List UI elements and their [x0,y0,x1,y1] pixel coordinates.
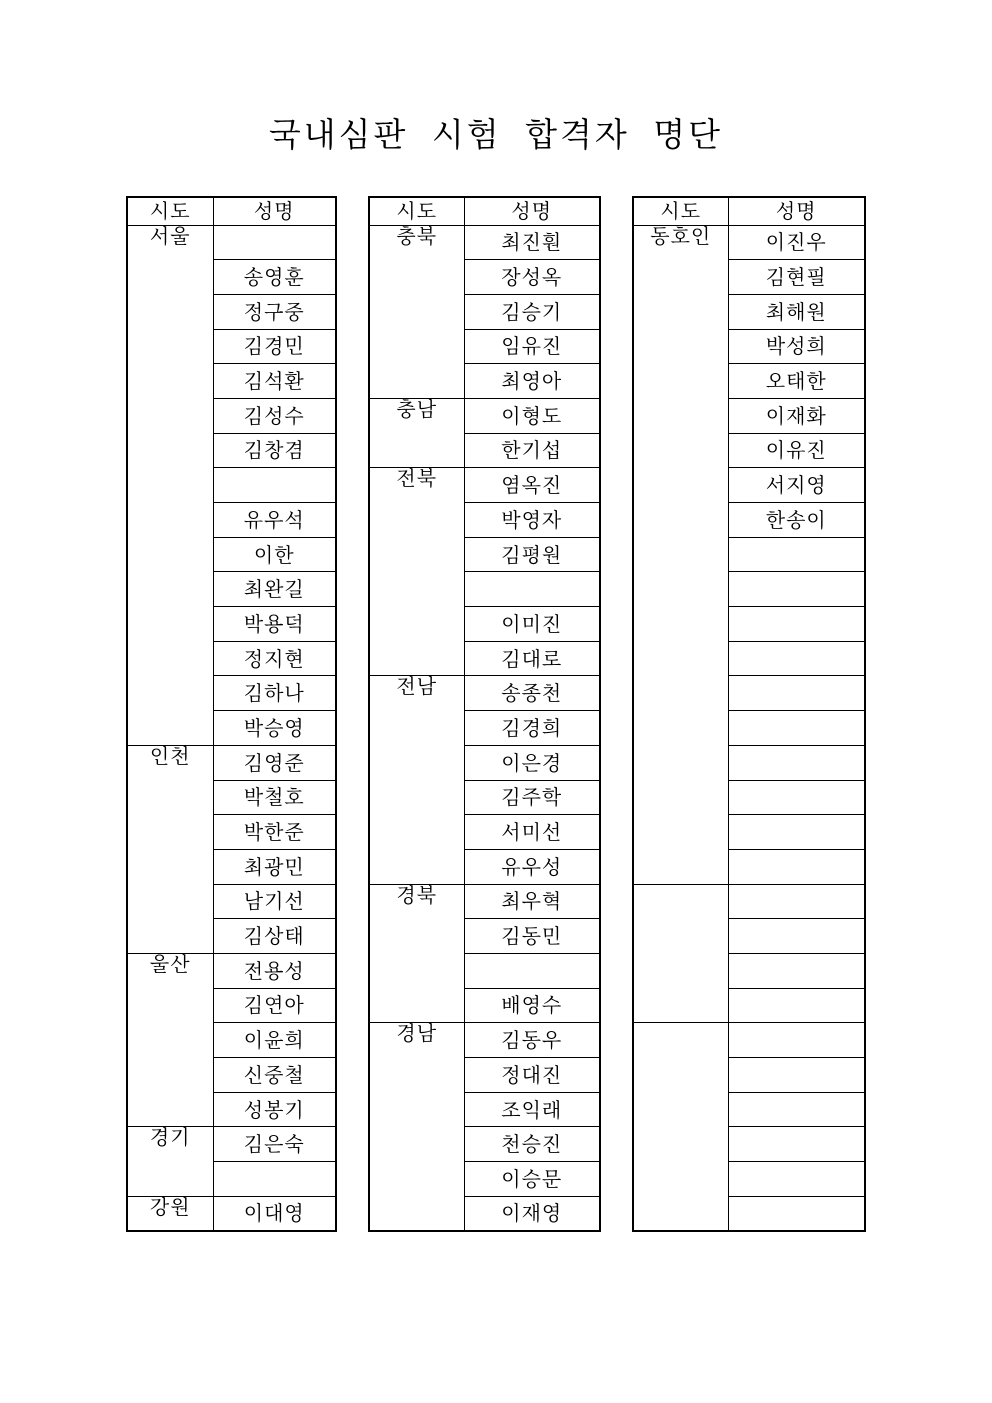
name-cell [728,572,865,607]
name-cell: 이유진 [728,433,865,468]
name-cell [728,676,865,711]
name-cell [728,1058,865,1093]
name-cell: 배영수 [464,988,600,1023]
name-cell: 최광민 [213,849,336,884]
header-name: 성명 [464,197,600,225]
name-cell: 최영아 [464,364,600,399]
region-cell: 경남 [369,1023,464,1231]
name-cell [728,1162,865,1197]
name-cell: 김평원 [464,537,600,572]
name-cell: 최진훤 [464,225,600,260]
name-cell: 유우석 [213,503,336,538]
name-cell: 임유진 [464,329,600,364]
name-cell [728,1127,865,1162]
region-cell: 전북 [369,468,464,676]
name-cell: 김현필 [728,260,865,295]
name-cell: 이재영 [464,1196,600,1231]
region-cell: 전남 [369,676,464,884]
table-row [633,884,865,919]
name-cell: 김석환 [213,364,336,399]
name-cell [728,1092,865,1127]
region-cell: 인천 [127,745,213,953]
name-cell: 한기섭 [464,433,600,468]
name-cell: 이은경 [464,745,600,780]
name-cell [213,1162,336,1197]
name-cell: 박성희 [728,329,865,364]
table-row [369,398,600,433]
region-cell: 강원 [127,1196,213,1231]
header-region: 시도 [369,197,464,225]
name-cell: 장성옥 [464,260,600,295]
name-cell [728,1023,865,1058]
name-cell [728,711,865,746]
name-cell [728,1196,865,1231]
name-cell: 이대영 [213,1196,336,1231]
roster-table-3 [632,196,866,1232]
name-cell: 이미진 [464,607,600,642]
name-cell [728,953,865,988]
name-cell: 정구중 [213,294,336,329]
name-cell: 김연아 [213,988,336,1023]
name-cell: 김상태 [213,919,336,954]
name-cell: 남기선 [213,884,336,919]
table-row [633,225,865,260]
region-cell: 충남 [369,398,464,467]
name-cell: 이승문 [464,1162,600,1197]
name-cell [728,815,865,850]
table-row [369,468,600,503]
header-name: 성명 [728,197,865,225]
region-cell: 경기 [127,1127,213,1196]
name-cell: 최우혁 [464,884,600,919]
name-cell: 김승기 [464,294,600,329]
name-cell: 김동우 [464,1023,600,1058]
name-cell [728,780,865,815]
name-cell: 박승영 [213,711,336,746]
name-cell [728,641,865,676]
name-cell: 오태한 [728,364,865,399]
name-cell: 김영준 [213,745,336,780]
name-cell [728,919,865,954]
name-cell [728,537,865,572]
name-cell [464,572,600,607]
name-cell: 김하나 [213,676,336,711]
header-name: 성명 [213,197,336,225]
name-cell: 박한준 [213,815,336,850]
region-cell [633,884,728,1023]
table-row [369,225,600,260]
table-row [127,225,336,260]
name-cell: 김성수 [213,398,336,433]
name-cell: 염옥진 [464,468,600,503]
roster-table-1 [126,196,337,1232]
roster-table-2 [368,196,601,1232]
name-cell: 최해원 [728,294,865,329]
name-cell: 박철호 [213,780,336,815]
region-cell: 서울 [127,225,213,745]
table-row [369,676,600,711]
name-cell: 전용성 [213,953,336,988]
header-region: 시도 [633,197,728,225]
name-cell: 서지영 [728,468,865,503]
name-cell: 송종천 [464,676,600,711]
name-cell: 이재화 [728,398,865,433]
table-row [127,745,336,780]
name-cell: 김대로 [464,641,600,676]
region-cell: 경북 [369,884,464,1023]
table-row [127,1127,336,1162]
name-cell: 김창겸 [213,433,336,468]
table-row [127,953,336,988]
name-cell [728,607,865,642]
name-cell: 정지현 [213,641,336,676]
region-cell: 충북 [369,225,464,398]
name-cell: 이형도 [464,398,600,433]
name-cell [213,468,336,503]
table-row [369,1023,600,1058]
name-cell: 천승진 [464,1127,600,1162]
name-cell: 송영훈 [213,260,336,295]
name-cell [728,745,865,780]
name-cell: 김동민 [464,919,600,954]
table-row [127,1196,336,1231]
name-cell: 김주학 [464,780,600,815]
name-cell: 최완길 [213,572,336,607]
region-cell: 동호인 [633,225,728,884]
name-cell: 김경민 [213,329,336,364]
page-title: 국내심판 시험 합격자 명단 [268,115,724,154]
name-cell [728,884,865,919]
table-row [369,884,600,919]
name-cell [213,225,336,260]
name-cell: 이진우 [728,225,865,260]
name-cell: 김경희 [464,711,600,746]
name-cell: 조익래 [464,1092,600,1127]
header-region: 시도 [127,197,213,225]
region-cell: 울산 [127,953,213,1126]
name-cell: 유우성 [464,849,600,884]
name-cell: 정대진 [464,1058,600,1093]
region-cell [633,1023,728,1231]
name-cell: 김은숙 [213,1127,336,1162]
name-cell: 서미선 [464,815,600,850]
name-cell: 박용덕 [213,607,336,642]
name-cell [728,988,865,1023]
name-cell: 박영자 [464,503,600,538]
name-cell [728,849,865,884]
name-cell [464,953,600,988]
name-cell: 한송이 [728,503,865,538]
name-cell: 성봉기 [213,1092,336,1127]
name-cell: 이윤희 [213,1023,336,1058]
name-cell: 신중철 [213,1058,336,1093]
table-row [633,1023,865,1058]
name-cell: 이한 [213,537,336,572]
